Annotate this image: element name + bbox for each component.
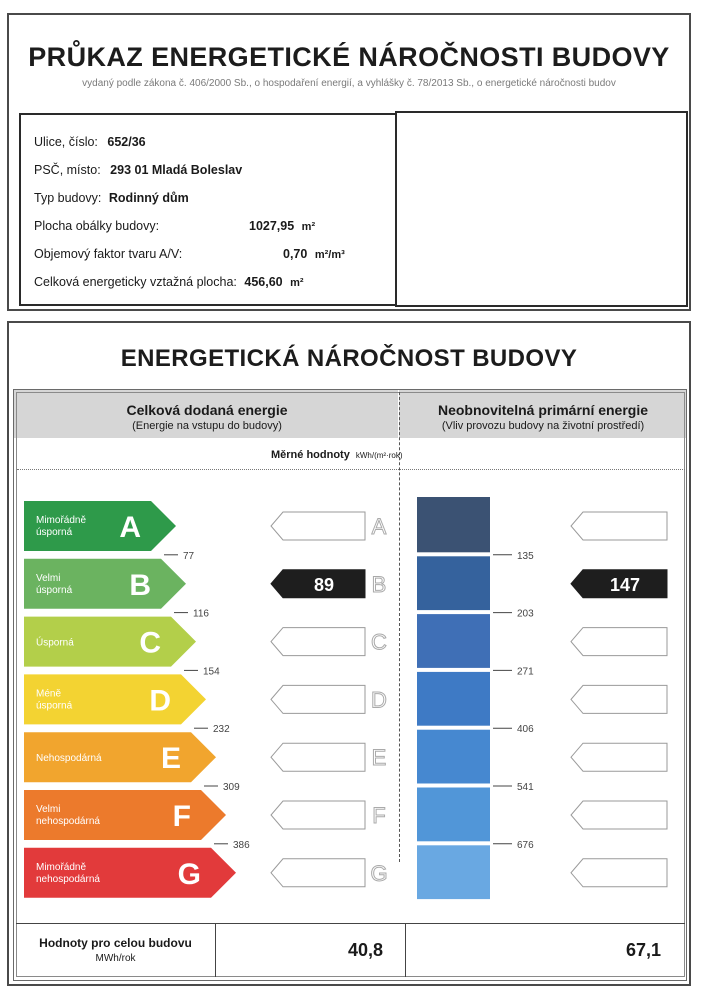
outline-letter-d: D xyxy=(371,687,387,713)
outline-letter-c: C xyxy=(371,629,387,655)
delivered-placeholder-c xyxy=(271,628,365,656)
street-value: 652/36 xyxy=(107,135,146,149)
primary-placeholder-a xyxy=(571,512,667,540)
primary-band-gap xyxy=(417,553,490,556)
delivered-total-value: 40,8 xyxy=(348,940,384,960)
primary-value-label: 147 xyxy=(609,574,641,595)
delivered-placeholder-a xyxy=(271,512,365,540)
class-letter-g: G xyxy=(177,857,201,891)
area-value: 456,60 xyxy=(244,275,283,289)
class-letter-e: E xyxy=(160,742,181,776)
whole-building-label: Hodnoty pro celou budovu xyxy=(39,936,192,950)
specific-values-unit: kWh/(m²·rok) xyxy=(355,451,403,460)
primary-total-value: 67,1 xyxy=(626,940,662,960)
envelope-value-group xyxy=(249,219,315,233)
class-name-a: úsporná xyxy=(36,527,73,538)
shape-factor-row xyxy=(34,247,182,261)
class-name-f: nehospodárná xyxy=(36,816,100,827)
outline-letter-e: E xyxy=(371,745,387,771)
outline-letter-g: G xyxy=(370,860,388,886)
primary-heading-sub: (Vliv provozu budovy na životní prostředí) xyxy=(441,420,645,432)
primary-limit-label: 203 xyxy=(517,608,534,620)
outline-letter-b: B xyxy=(371,571,387,597)
document-subtitle: vydaný podle zákona č. 406/2000 Sb., o hospodaření energií, a vyhlášky č. 78/2013 Sb., o energetické náročnosti budov xyxy=(82,78,616,89)
building-type-label: Typ budovy: xyxy=(34,191,102,205)
envelope-label: Plocha obálky budovy: xyxy=(34,219,160,233)
shape-factor-unit: m²/m³ xyxy=(314,249,345,261)
primary-placeholder-f xyxy=(571,801,667,829)
primary-placeholder-e xyxy=(571,743,667,771)
envelope-value: 1027,95 xyxy=(249,219,295,233)
primary-band-gap xyxy=(417,669,490,672)
primary-band-c xyxy=(417,613,490,668)
primary-limit-label: 271 xyxy=(517,666,534,678)
energy-class-chart xyxy=(9,323,693,988)
area-unit: m² xyxy=(290,277,304,289)
whole-building-unit: MWh/rok xyxy=(95,953,136,964)
primary-limit-label: 541 xyxy=(517,782,534,793)
building-info-box xyxy=(19,113,395,306)
rating-panel xyxy=(7,321,691,986)
delivered-limit-label: 77 xyxy=(183,550,195,562)
primary-placeholder-c xyxy=(571,628,667,656)
header-panel xyxy=(7,13,691,311)
city-row xyxy=(34,163,242,177)
delivered-limit-label: 116 xyxy=(193,608,209,620)
class-name-d: úsporná xyxy=(36,700,73,712)
shape-factor-value-group xyxy=(283,247,345,261)
primary-band-gap xyxy=(417,842,490,845)
class-name-a: Mimořádně xyxy=(36,515,87,526)
delivered-limit-label: 386 xyxy=(233,839,250,851)
whole-building-label-cell xyxy=(16,924,216,977)
primary-band-a xyxy=(417,497,490,552)
document-title: PRŮKAZ ENERGETICKÉ NÁROČNOSTI BUDOVY xyxy=(28,42,670,72)
building-photo-placeholder xyxy=(395,111,688,307)
primary-limit-label: 135 xyxy=(517,550,534,562)
primary-band-gap xyxy=(417,611,490,614)
class-name-g: nehospodárná xyxy=(36,873,100,885)
street-label: Ulice, číslo: xyxy=(34,135,98,149)
class-letter-b: B xyxy=(129,568,151,602)
delivered-placeholder-e xyxy=(271,743,365,771)
primary-band-b xyxy=(417,555,490,610)
shape-factor-value: 0,70 xyxy=(283,247,308,261)
class-name-b: úsporná xyxy=(36,584,73,596)
class-name-c: Úsporná xyxy=(36,637,74,649)
primary-band-g xyxy=(417,844,490,899)
delivered-placeholder-g xyxy=(271,859,365,887)
city-label: PSČ, místo: xyxy=(34,163,101,177)
class-letter-c: C xyxy=(139,626,161,660)
delivered-placeholder-f xyxy=(271,801,365,829)
building-type-value: Rodinný dům xyxy=(108,191,189,205)
class-name-g: Mimořádně xyxy=(36,861,87,873)
outline-letter-f: F xyxy=(372,803,386,828)
delivered-placeholder-d xyxy=(271,685,365,713)
delivered-value-label: 89 xyxy=(313,574,335,595)
envelope-row xyxy=(34,219,159,233)
class-letter-a: A xyxy=(119,511,141,544)
primary-band-gap xyxy=(417,727,490,730)
class-arrow-a xyxy=(24,501,176,551)
delivered-limit-label: 154 xyxy=(203,666,220,678)
shape-factor-label: Objemový faktor tvaru A/V: xyxy=(34,247,183,261)
specific-values-title: Měrné hodnoty xyxy=(271,449,350,461)
envelope-unit: m² xyxy=(301,221,316,233)
delivered-heading-title: Celková dodaná energie xyxy=(126,402,288,418)
delivered-heading-sub: (Energie na vstupu do budovy) xyxy=(132,420,282,432)
class-name-f: Velmi xyxy=(36,804,61,815)
rating-title: ENERGETICKÁ NÁROČNOST BUDOVY xyxy=(120,345,578,372)
class-name-d: Méně xyxy=(36,688,62,700)
primary-limit-label: 676 xyxy=(517,839,534,851)
primary-band-d xyxy=(417,670,490,725)
class-letter-f: F xyxy=(172,800,191,833)
delivered-total-cell xyxy=(216,924,406,977)
city-value: 293 01 Mladá Boleslav xyxy=(110,163,243,177)
primary-band-f xyxy=(417,786,490,841)
area-label: Celková energeticky vztažná plocha: xyxy=(34,275,237,289)
area-row xyxy=(34,275,304,289)
primary-limit-label: 406 xyxy=(517,724,534,736)
delivered-limit-label: 232 xyxy=(213,724,230,736)
building-type-row xyxy=(34,191,189,205)
class-arrow-f xyxy=(24,790,226,840)
primary-placeholder-d xyxy=(571,685,667,713)
primary-heading-title: Neobnovitelná primární energie xyxy=(437,402,649,418)
class-name-e: Nehospodárná xyxy=(36,753,102,765)
primary-band-gap xyxy=(417,785,490,788)
class-letter-d: D xyxy=(149,684,171,718)
delivered-limit-label: 309 xyxy=(223,782,240,793)
primary-placeholder-g xyxy=(571,859,667,887)
street-row xyxy=(34,135,146,149)
outline-letter-a: A xyxy=(371,514,387,539)
class-name-b: Velmi xyxy=(36,572,61,584)
primary-band-e xyxy=(417,728,490,783)
